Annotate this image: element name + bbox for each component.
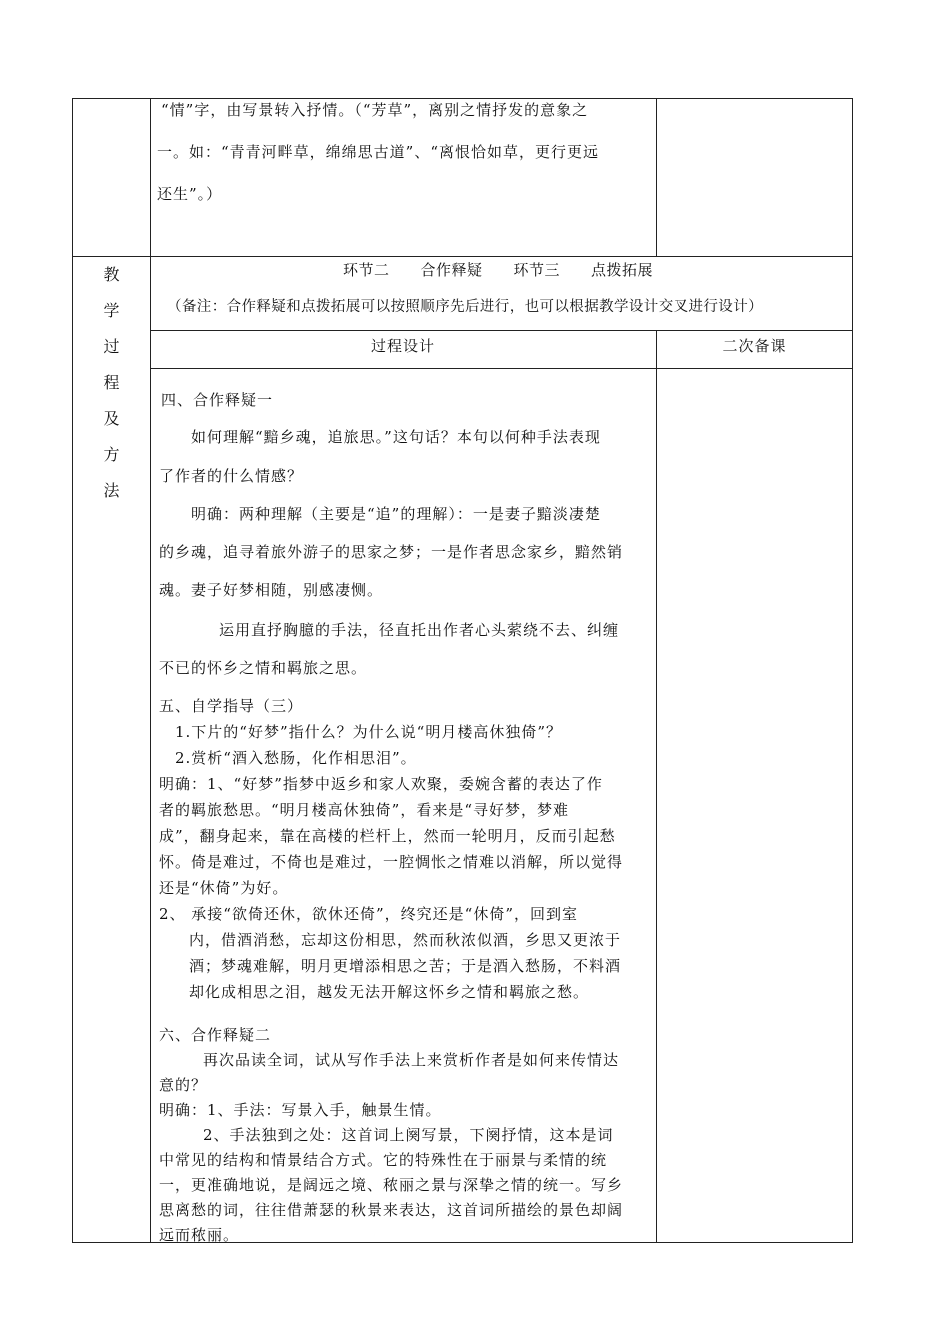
column-header-second: 二次备课 [722, 337, 787, 355]
s5-question-2: 2.赏析“酒入愁肠，化作相思泪”。 [175, 749, 417, 767]
top-line-3: 还生”。） [157, 185, 223, 203]
s6-answer-b2: 中常见的结构和情景结合方式。它的特殊性在于丽景与柔情的统 [159, 1151, 608, 1169]
divider-row3 [150, 368, 852, 369]
s4-title: 四、合作释疑一 [161, 391, 274, 409]
s4-answer-1: 明确：两种理解（主要是“追”的理解）：一是妻子黯淡凄楚 [191, 505, 601, 523]
divider-row1 [73, 256, 852, 257]
s6-question-1: 再次品读全词，试从写作手法上来赏析作者是如何来传情达 [203, 1051, 620, 1069]
section-label-char: 程 [103, 373, 120, 392]
s6-title: 六、合作释疑二 [159, 1026, 272, 1044]
s6-answer-b1: 2、手法独到之处：这首词上阕写景，下阕抒情，这本是词 [203, 1126, 614, 1144]
s5-answer-b4: 却化成相思之泪，越发无法开解这怀乡之情和羁旅之愁。 [189, 983, 590, 1001]
s5-answer-b3: 酒；梦魂难解，明月更增添相思之苦；于是酒入愁肠，不料酒 [189, 957, 622, 975]
section-label [73, 257, 150, 509]
section-header-steps: 环节二 合作释疑 环节三 点拨拓展 [343, 261, 654, 279]
divider-row2 [150, 330, 852, 331]
s5-question-1: 1.下片的“好梦”指什么？为什么说“明月楼高休独倚”？ [175, 723, 562, 741]
s6-question-2: 意的？ [159, 1076, 208, 1094]
section-label-char: 教 [103, 265, 120, 284]
s6-answer-b5: 远而秾丽。 [159, 1226, 240, 1244]
s4-question-1: 如何理解“黯乡魂，追旅思。”这句话？本句以何种手法表现 [191, 428, 601, 446]
section-label-char: 法 [103, 481, 120, 500]
s6-answer-b3: 一，更准确地说，是阔远之境、秾丽之景与深挚之情的统一。写乡 [159, 1176, 624, 1194]
s5-title: 五、自学指导（三） [159, 697, 304, 715]
section-label-char: 及 [103, 409, 120, 428]
top-line-1: “情”字，由写景转入抒情。（“芳草”，离别之情抒发的意象之 [161, 101, 589, 119]
s5-answer-3: 成”，翻身起来，靠在高楼的栏杆上，然而一轮明月，反而引起愁 [159, 827, 616, 845]
s5-answer-4: 怀。倚是难过，不倚也是难过，一腔惆怅之情难以消解，所以觉得 [159, 853, 624, 871]
divider-left [150, 99, 151, 1242]
s5-answer-2: 者的羁旅愁思。“明月楼高休独倚”，看来是“寻好梦，梦难 [159, 801, 570, 819]
section-label-char: 过 [103, 337, 120, 356]
divider-right-top [656, 99, 657, 256]
s5-answer-b2: 内，借酒消愁，忘却这份相思，然而秋浓似酒，乡思又更浓于 [189, 931, 622, 949]
s4-question-2: 了作者的什么情感？ [159, 467, 304, 485]
s4-method-2: 不已的怀乡之情和羁旅之思。 [159, 659, 368, 677]
s5-answer-1: 明确：1、“好梦”指梦中返乡和家人欢聚，委婉含蓄的表达了作 [159, 775, 603, 793]
s6-answer-1: 明确：1、手法：写景入手，触景生情。 [159, 1101, 442, 1119]
lesson-table [72, 98, 853, 1243]
s5-answer-b1: 2、 承接“欲倚还休，欲休还倚”，终究还是“休倚”，回到室 [159, 905, 578, 923]
divider-right-bottom [656, 330, 657, 1242]
s4-answer-2: 的乡魂，追寻着旅外游子的思家之梦；一是作者思念家乡，黯然销 [159, 543, 624, 561]
section-label-char: 方 [103, 445, 120, 464]
s4-method-1: 运用直抒胸臆的手法，径直托出作者心头萦绕不去、纠缠 [219, 621, 620, 639]
s5-answer-5: 还是“休倚”为好。 [159, 879, 289, 897]
section-header-note: （备注：合作释疑和点拨拓展可以按照顺序先后进行，也可以根据教学设计交叉进行设计） [167, 299, 763, 315]
s6-answer-b4: 思离愁的词，往往借萧瑟的秋景来表达，这首词所描绘的景色却阔 [159, 1201, 624, 1219]
s4-answer-3: 魂。妻子好梦相随，别感凄恻。 [159, 581, 384, 599]
section-label-char: 学 [103, 301, 120, 320]
column-header-process: 过程设计 [370, 337, 435, 355]
top-line-2: 一。如：“青青河畔草，绵绵思古道”、“离恨恰如草，更行更远 [157, 143, 600, 161]
